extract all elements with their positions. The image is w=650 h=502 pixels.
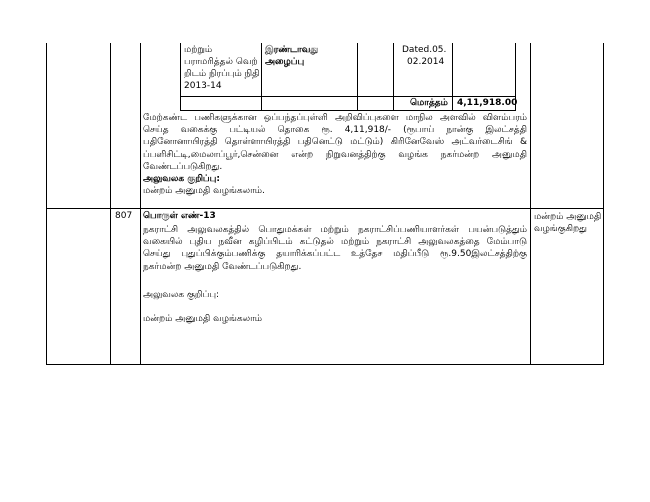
- row-divider: [46, 208, 604, 209]
- table-left-border: [46, 43, 47, 364]
- inner-total-value: 4,11,918.00: [457, 98, 518, 108]
- row2-para-line-2: வகையில் புதிய நவீன கழிப்பிடம் கட்டுதல் மற்றும் நகராட்சி அலுவலகத்தை மேம்பாடு: [143, 237, 527, 248]
- inner-table-left-border: [180, 43, 181, 111]
- inner-desc-line-1: மற்றும்: [184, 45, 213, 55]
- row1-para-line-2: செய்த வகைக்கு பட்டியல் தொகை ரூ. 4,11,918/- (ரூபாய் நான்கு இலட்சத்தி: [143, 125, 527, 136]
- row2-para-line-1: நகராட்சி அலுவலகத்தில் பொதுமக்கள் மற்றும் நகராட்சிப்பணியாளர்கள் பயன்படுத்தும்: [143, 225, 527, 235]
- inner-dated-line-1: Dated.05.: [402, 45, 447, 55]
- inner-row-divider: [180, 96, 516, 97]
- inner-dated-line-2: 02.2014: [407, 57, 445, 67]
- inner-divider-phase: [357, 43, 358, 111]
- inner-desc-line-4: 2013-14: [184, 81, 222, 91]
- row2-number: 807: [115, 211, 133, 221]
- row2-decision-line-2: வழங்குகிறது: [534, 224, 587, 235]
- row2-decision-line-1: மன்றம் அனுமதி: [534, 212, 602, 222]
- inner-table-bottom-border: [180, 110, 516, 111]
- column-divider-number: [110, 43, 111, 364]
- row2-office-note-label: அலுவலக குறிப்பு:: [143, 290, 220, 300]
- row2-decision: [534, 211, 600, 235]
- row2-para-line-4: நகர்மன்ற அனுமதி வேண்டப்படுகிறது.: [143, 261, 302, 272]
- row2-paragraph: [143, 224, 527, 273]
- inner-divider-desc: [261, 43, 262, 111]
- row2-office-note-text: மன்றம் அனுமதி வழங்கலாம்: [143, 314, 263, 324]
- row1-paragraph: [143, 112, 527, 173]
- row1-office-note-text: மன்றம் அனுமதி வழங்கலாம்.: [143, 186, 265, 196]
- row1-office-note-label: அலுவலக குறிப்பு:: [143, 174, 220, 184]
- row2-para-line-3: செய்து புதுப்பிக்கும்பணிக்கு தயாரிக்கப்பட்ட உத்தேச மதிப்பீடு ரூ.9.50இலட்சத்திற்கு: [143, 249, 527, 260]
- inner-total-label: மொத்தம்: [410, 98, 448, 108]
- inner-desc-line-3: றிடம் நிரப்பும் நிதி: [184, 69, 260, 79]
- column-divider-decision: [530, 43, 531, 364]
- inner-divider-dated: [452, 43, 453, 111]
- inner-desc-line-2: பராமரித்தல் வெற்: [184, 57, 258, 67]
- inner-phase-line-1: இரண்டாவது: [265, 45, 319, 55]
- inner-phase-line-2: அழைப்பு: [265, 57, 305, 67]
- row1-para-line-1: மேற்கண்ட பணிகளுக்கான ஒப்பந்தப்புள்ளி அறிவிப்புகளை மாநில அளவில் விளம்பரம்: [143, 113, 527, 123]
- table-bottom-border: [46, 364, 604, 365]
- table-right-border: [603, 43, 604, 364]
- row1-para-line-5: வேண்டப்படுகிறது.: [143, 161, 223, 172]
- inner-divider-blank: [393, 43, 394, 111]
- row2-subject-heading: பொருள் எண்-13: [143, 211, 216, 221]
- row1-para-line-3: பதினோனாயிரத்தி தொள்ளாயிரத்தி பதினெட்டு மட்டும்) கிரினேவேஸ் அட்வர்டைசிங் &: [143, 137, 527, 148]
- row1-para-line-4: ப்பளிசிட்டி,மைலாப்பூர்,சென்னை என்ற நிறுவனத்திற்கு வழங்க நகர்மன்ற அனுமதி: [143, 149, 527, 160]
- column-divider-subject: [140, 43, 141, 364]
